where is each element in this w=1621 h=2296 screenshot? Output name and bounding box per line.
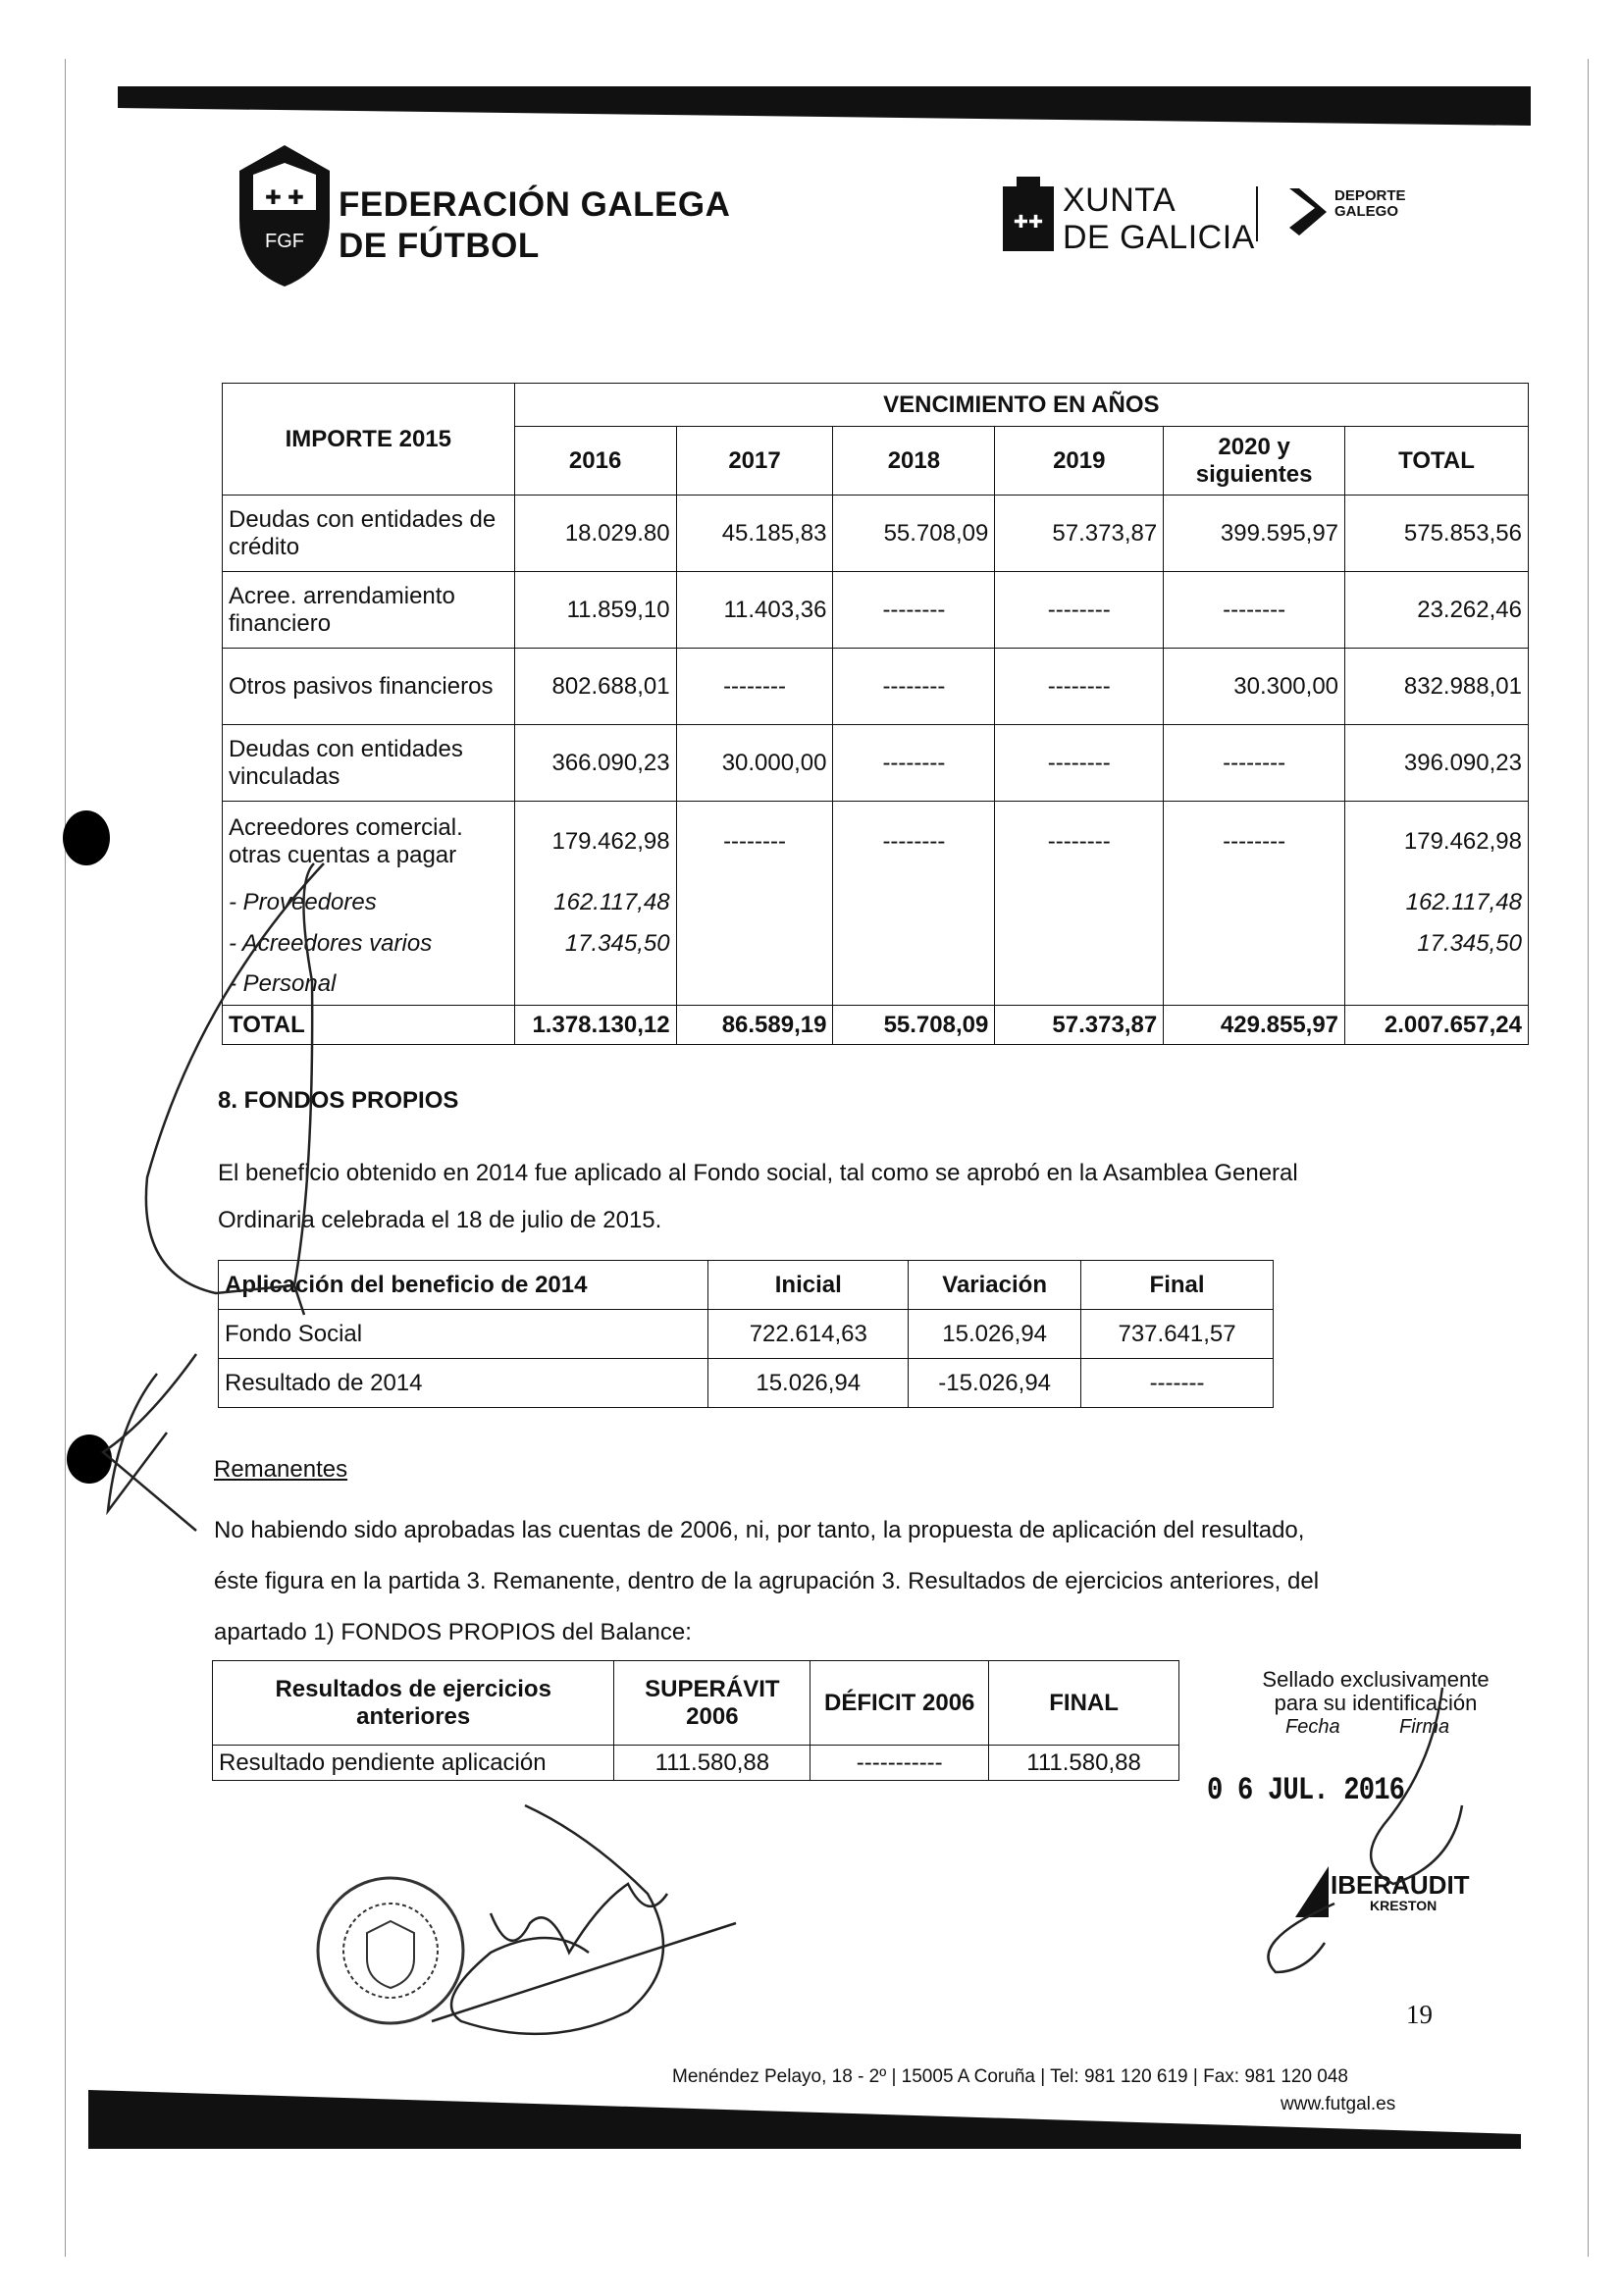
cell: -------- xyxy=(833,572,995,649)
footer-website: www.futgal.es xyxy=(1281,2094,1396,2114)
col-header: 2017 xyxy=(676,427,833,496)
remanentes-line3: apartado 1) FONDOS PROPIOS del Balance: xyxy=(214,1619,692,1645)
stamp-firma: Firma xyxy=(1399,1716,1450,1738)
cell: 1.378.130,12 xyxy=(514,1006,676,1045)
cell: -------- xyxy=(1164,572,1345,649)
cell: -------- xyxy=(676,802,833,882)
col-header: TOTAL xyxy=(1345,427,1529,496)
svg-text:✚ ✚: ✚ ✚ xyxy=(265,185,304,209)
cell: 55.708,09 xyxy=(833,496,995,572)
cell: 30.300,00 xyxy=(1164,649,1345,725)
xunta-line1: XUNTA xyxy=(1063,182,1177,219)
cell: 111.580,88 xyxy=(989,1746,1179,1781)
row-label: Fondo Social xyxy=(219,1310,708,1359)
row-label: Resultado pendiente aplicación xyxy=(213,1746,614,1781)
col-header: 2019 xyxy=(995,427,1164,496)
cell: 802.688,01 xyxy=(514,649,676,725)
vencimiento-header: VENCIMIENTO EN AÑOS xyxy=(514,384,1528,427)
cell: -------- xyxy=(995,649,1164,725)
importe-header: IMPORTE 2015 xyxy=(223,384,515,496)
col-header: SUPERÁVIT 2006 xyxy=(614,1661,810,1746)
cell: 11.859,10 xyxy=(514,572,676,649)
deporte-line1: DEPORTE xyxy=(1334,187,1406,204)
cell: 86.589,19 xyxy=(676,1006,833,1045)
stamp-line2: para su identificación xyxy=(1274,1691,1478,1715)
col-header: 2016 xyxy=(514,427,676,496)
cell: 366.090,23 xyxy=(514,725,676,802)
col-header: Final xyxy=(1081,1261,1274,1310)
col-header: Inicial xyxy=(708,1261,909,1310)
row-label: Acreedores comercial. otras cuentas a pagar xyxy=(223,802,515,882)
fondos-line1: El beneficio obtenido en 2014 fue aplicado al Fondo social, tal como se aprobó en la Asamblea General xyxy=(218,1160,1298,1186)
cell: 23.262,46 xyxy=(1345,572,1529,649)
total-label: TOTAL xyxy=(223,1006,515,1045)
cell: 737.641,57 xyxy=(1081,1310,1274,1359)
row-label: Deudas con entidades vinculadas xyxy=(223,725,515,802)
cell: 832.988,01 xyxy=(1345,649,1529,725)
sub-label: - Acreedores varios xyxy=(223,923,515,965)
svg-text:✚✚: ✚✚ xyxy=(1013,212,1044,233)
cell: -------- xyxy=(995,802,1164,882)
cell: 15.026,94 xyxy=(909,1310,1081,1359)
remanentes-title: Remanentes xyxy=(214,1456,348,1483)
cell: 30.000,00 xyxy=(676,725,833,802)
cell: 55.708,09 xyxy=(833,1006,995,1045)
cell: 179.462,98 xyxy=(1345,802,1529,882)
org-name-line1: FEDERACIÓN GALEGA xyxy=(339,185,731,224)
col-header: DÉFICIT 2006 xyxy=(810,1661,989,1746)
cell: 575.853,56 xyxy=(1345,496,1529,572)
org-name-line2: DE FÚTBOL xyxy=(339,227,540,265)
cell: -------- xyxy=(1164,802,1345,882)
stamp-fecha: Fecha xyxy=(1285,1716,1340,1738)
cell: -------- xyxy=(833,802,995,882)
cell: 11.403,36 xyxy=(676,572,833,649)
cell: -------- xyxy=(995,725,1164,802)
cell: 18.029.80 xyxy=(514,496,676,572)
cell: 45.185,83 xyxy=(676,496,833,572)
col-header: 2018 xyxy=(833,427,995,496)
remanentes-line1: No habiendo sido aprobadas las cuentas de 2006, ni, por tanto, la propuesta de aplicación del resultado, xyxy=(214,1517,1305,1543)
cell: 722.614,63 xyxy=(708,1310,909,1359)
cell: 162.117,48 xyxy=(1345,882,1529,923)
cell: 179.462,98 xyxy=(514,802,676,882)
col-header: Aplicación del beneficio de 2014 xyxy=(219,1261,708,1310)
fondos-line2: Ordinaria celebrada el 18 de julio de 2015. xyxy=(218,1207,662,1233)
cell: -------- xyxy=(676,649,833,725)
cell: 2.007.657,24 xyxy=(1345,1006,1529,1045)
deporte-line2: GALEGO xyxy=(1334,203,1399,220)
cell: 15.026,94 xyxy=(708,1359,909,1408)
col-header: FINAL xyxy=(989,1661,1179,1746)
footer-address: Menéndez Pelayo, 18 - 2º | 15005 A Coruña | Tel: 981 120 619 | Fax: 981 120 048 xyxy=(672,2066,1349,2087)
xunta-line2: DE GALICIA xyxy=(1063,219,1255,256)
remanentes-line2: éste figura en la partida 3. Remanente, dentro de la agrupación 3. Resultados de ejercicios anteriores, del xyxy=(214,1568,1320,1594)
cell: -------- xyxy=(1164,725,1345,802)
cell: 396.090,23 xyxy=(1345,725,1529,802)
page-number: 19 xyxy=(1406,2000,1433,2029)
cell: ------- xyxy=(1081,1359,1274,1408)
row-label: Deudas con entidades de crédito xyxy=(223,496,515,572)
cell: -------- xyxy=(833,725,995,802)
cell: -------- xyxy=(995,572,1164,649)
cell: 57.373,87 xyxy=(995,496,1164,572)
cell: 17.345,50 xyxy=(514,923,676,965)
crest-label: FGF xyxy=(265,231,304,252)
cell: 162.117,48 xyxy=(514,882,676,923)
cell: -------- xyxy=(833,649,995,725)
cell: 429.855,97 xyxy=(1164,1006,1345,1045)
sub-label: - Personal xyxy=(223,965,515,1006)
cell: 17.345,50 xyxy=(1345,923,1529,965)
sub-label: - Proveedores xyxy=(223,882,515,923)
stamp-date: 0 6 JUL. 2016 xyxy=(1207,1772,1405,1808)
stamp-line1: Sellado exclusivamente xyxy=(1262,1667,1490,1692)
stamp-brand: IBERAUDIT xyxy=(1331,1870,1470,1900)
cell: 57.373,87 xyxy=(995,1006,1164,1045)
row-label: Acree. arrendamiento financiero xyxy=(223,572,515,649)
section-title-fondos: 8. FONDOS PROPIOS xyxy=(218,1087,459,1114)
col-header: Resultados de ejercicios anteriores xyxy=(213,1661,614,1746)
cell: 111.580,88 xyxy=(614,1746,810,1781)
row-label: Resultado de 2014 xyxy=(219,1359,708,1408)
cell: -15.026,94 xyxy=(909,1359,1081,1408)
cell: ----------- xyxy=(810,1746,989,1781)
cell: 399.595,97 xyxy=(1164,496,1345,572)
col-header: Variación xyxy=(909,1261,1081,1310)
col-header: 2020 y siguientes xyxy=(1164,427,1345,496)
stamp-brand-sub: KRESTON xyxy=(1370,1898,1438,1913)
row-label: Otros pasivos financieros xyxy=(223,649,515,725)
